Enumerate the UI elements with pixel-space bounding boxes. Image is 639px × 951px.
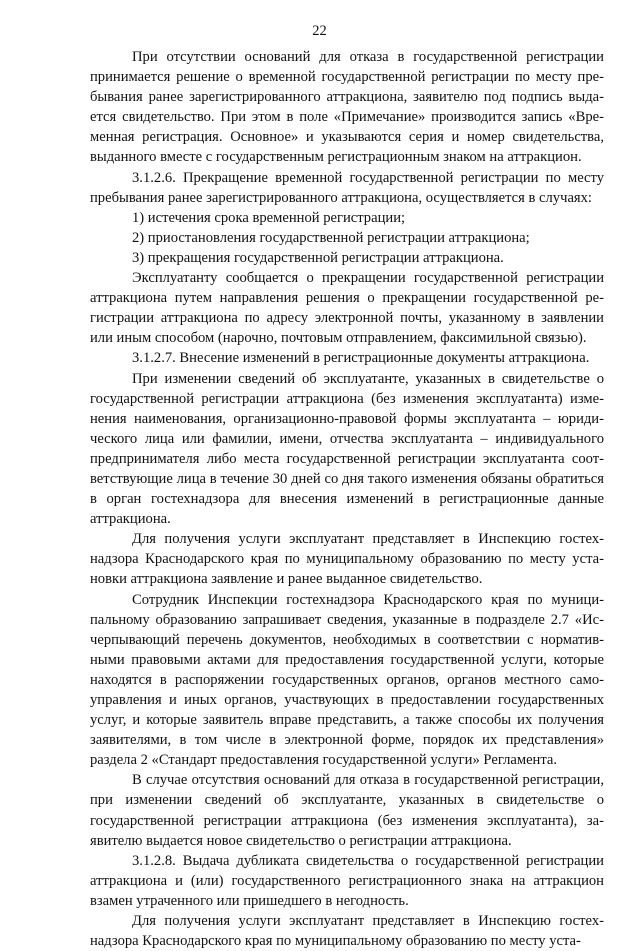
paragraph-new-certificate: В случае отсутствия оснований для отказа в государственной регистрации, при изменении сведений об эксплуатанте, указанных в свидетельстве о государственной регистрации аттракциона (без изменения эксплуатанта), заявителю выдается новое свидетельство о регистрации аттракциона. [90, 772, 604, 849]
document-body [90, 47, 604, 951]
paragraph-operator-changes: При изменении сведений об эксплуатанте, указанных в свидетельстве о государственной регистрации аттракциона (без изменения эксплуатанта) изменения наименования, организационно-правовой формы эксплуатанта – юридического лица или фамилии, имени, отчества эксплуатанта – индивидуального предпринимателя либо места государственной регистрации эксплуатанта соответствующие лица в течение 30 дней со дня такого изменения обязаны обратиться в орган гостехнадзора для внесения изменений в регистрационные данные аттракциона. [90, 370, 604, 528]
paragraph-inspector-request: Сотрудник Инспекции гостехнадзора Краснодарского края по муниципальному образованию запрашивает сведения, указанные в подразделе 2.7 «Исчерпывающий перечень документов, необходимых в соответствии с нормативными правовыми актами для предоставления государственной услуги, которые находятся в распоряжении государственных органов, органов местного самоуправления и иных органов, участвующих в предоставлении государственных услуг, и которые заявитель вправе представить, а также способы их получения заявителями, в том числе в электронной форме, порядок их представления» раздела 2 «Стандарт предоставления государственной услуги» Регламента. [90, 591, 604, 769]
paragraph-termination-notice: Эксплуатанту сообщается о прекращении государственной регистрации аттракциона путем направления решения о прекращении государственной регистрации аттракциона по адресу электронной почты, указанному в заявлении или иным способом (нарочно, почтовым отправлением, факсимильной связью). [90, 270, 604, 347]
paragraph-service-request: Для получения услуги эксплуатант представляет в Инспекцию гостехнадзора Краснодарского края по муниципальному образованию по месту установки аттракциона заявление и ранее выданное свидетельство. [90, 531, 604, 588]
page-number: 22 [312, 23, 327, 39]
paragraph-temporary-registration: При отсутствии оснований для отказа в государственной регистрации принимается решение о временной государственной регистрации по месту пребывания ранее зарегистрированного аттракциона, заявителю под подпись выдается свидетельство. При этом в поле «Примечание» производится запись «Временная регистрация. Основное» и указываются серия и номер свидетельства, выданного вместе с государственным регистрационным знаком на аттракцион. [90, 49, 604, 166]
list-item: 3) прекращения государственной регистрации аттракциона. [132, 249, 504, 266]
paragraph-3-1-2-6: 3.1.2.6. Прекращение временной государственной регистрации по месту пребывания ранее зарегистрированного аттракциона, осуществляется в случаях: [90, 169, 604, 206]
paragraph-3-1-2-7: 3.1.2.7. Внесение изменений в регистрационные документы аттракциона. [132, 350, 590, 367]
paragraph-3-1-2-8: 3.1.2.8. Выдача дубликата свидетельства о государственной регистрации аттракциона и (или) государственного регистрационного знака на аттракцион взамен утраченного или пришедшего в негодность. [90, 852, 604, 909]
paragraph-duplicate-request: Для получения услуги эксплуатант представляет в Инспекцию гостехнадзора Краснодарского края по муниципальному образованию по месту уста- [90, 913, 604, 950]
list-item: 1) истечения срока временной регистрации; [132, 209, 406, 226]
list-item: 2) приостановления государственной регистрации аттракциона; [132, 229, 530, 246]
